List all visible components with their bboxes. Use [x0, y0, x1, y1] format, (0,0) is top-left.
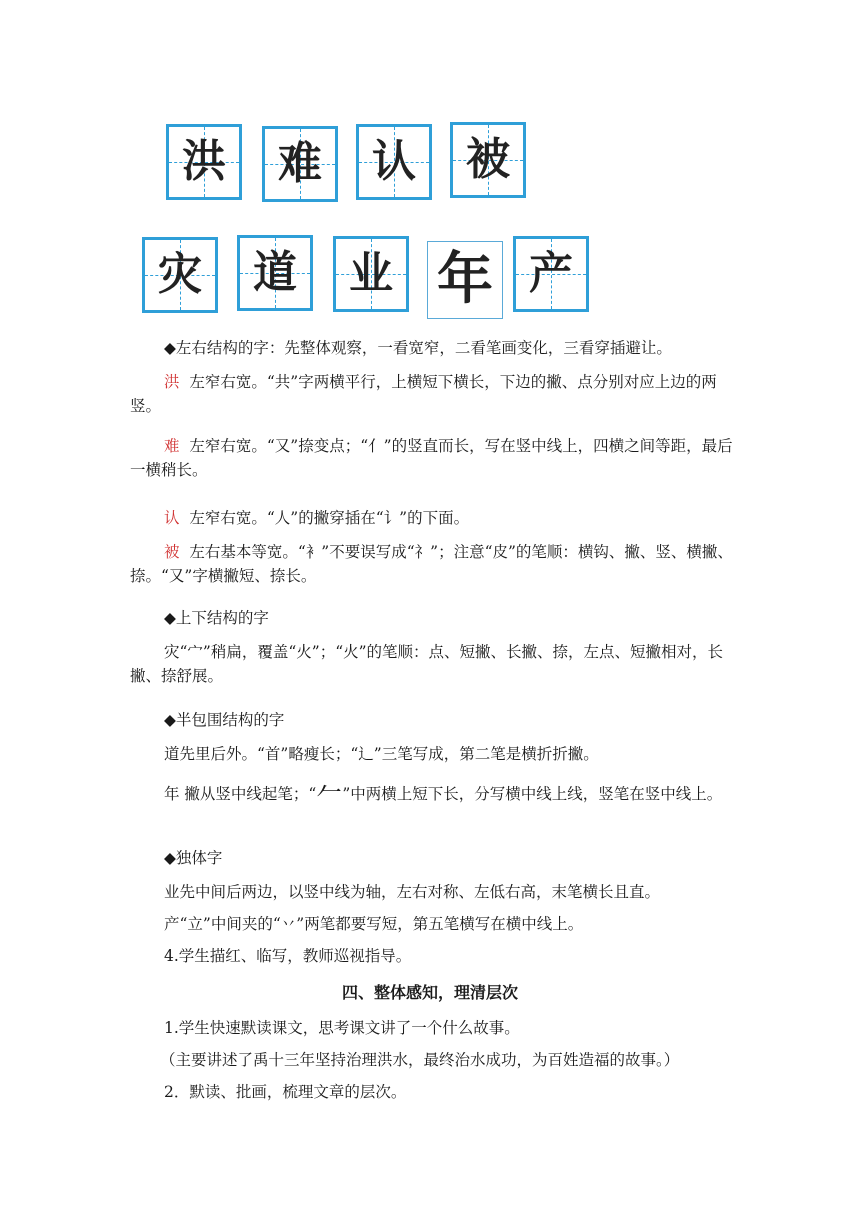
char: 被	[466, 134, 510, 185]
char: 业	[349, 248, 393, 299]
note-nan	[130, 434, 740, 482]
char-cell	[356, 124, 432, 200]
char: 年	[437, 247, 493, 312]
char-cell	[513, 236, 589, 312]
section-top-bottom: ◆上下结构的字	[164, 609, 269, 627]
note-dao: 道先里后外。“首”略瘦长；“辶”三笔写成，第二笔是横折折撇。	[164, 745, 599, 763]
note-chan: 产“立”中间夹的“丷”两笔都要写短，第五笔横写在横中线上。	[164, 915, 584, 933]
radical-glyph: 𠂉	[316, 779, 343, 809]
char-cell	[333, 236, 409, 312]
char: 洪	[182, 136, 226, 187]
note-ye: 业先中间后两边，以竖中线为轴，左右对称、左低右高，末笔横长且直。	[164, 883, 661, 901]
char: 认	[372, 136, 416, 187]
section-heading: 四、整体感知，理清层次	[341, 983, 518, 1002]
char: 难	[278, 138, 322, 189]
note-text: 左窄右宽。“共”字两横平行，上横短下横长，下边的撇、点分别对应上边的两竖。	[130, 373, 717, 415]
key-char: 难	[164, 437, 180, 455]
note-text: 左窄右宽。“又”捺变点；“亻”的竖直而长，写在竖中线上，四横之间等距，最后一横稍长。	[130, 437, 733, 479]
char-cell	[450, 122, 526, 198]
key-char: 洪	[164, 373, 180, 391]
section-left-right: ◆左右结构的字：先整体观察，一看宽窄，二看笔画变化，三看穿插避让。	[164, 339, 672, 357]
char-cell	[262, 126, 338, 202]
note-bei	[130, 540, 740, 588]
note-text: 左右基本等宽。“衤”不要误写成“礻”；注意“皮”的笔顺：横钩、撇、竖、横撇、捺。“又”字横撇短、捺长。	[130, 543, 733, 585]
char-cell	[142, 237, 218, 313]
char: 产	[529, 248, 573, 299]
note-text-b: ”中两横上短下长，分写横中线上线，竖笔在竖中线上。	[342, 785, 723, 803]
char: 灾	[158, 249, 202, 300]
step-2: 2．默读、批画，梳理文章的层次。	[164, 1083, 407, 1101]
step-4: 4.学生描红、临写，教师巡视指导。	[164, 947, 412, 965]
note-nian	[130, 779, 740, 809]
step-1: 1.学生快速默读课文，思考课文讲了一个什么故事。	[164, 1019, 520, 1037]
char-cell	[166, 124, 242, 200]
char-cell	[427, 241, 503, 319]
key-char: 认	[164, 509, 180, 527]
section-half-enclosed: ◆半包围结构的字	[164, 711, 285, 729]
note-zai: 灾“宀”稍扁，覆盖“火”；“火”的笔顺：点、短撇、长撇、捺，左点、短撇相对，长撇、捺舒展。	[130, 643, 724, 685]
note-text-a: 年 撇从竖中线起笔；“	[164, 785, 317, 803]
section-single: ◆独体字	[164, 849, 223, 867]
note-text: 左窄右宽。“人”的撇穿插在“讠”的下面。	[189, 509, 470, 527]
answer-1: （主要讲述了禹十三年坚持治理洪水，最终治水成功，为百姓造福的故事。）	[160, 1051, 680, 1069]
note-hong	[130, 370, 740, 418]
note-ren	[130, 506, 740, 530]
key-char: 被	[164, 543, 180, 561]
char-cell	[237, 235, 313, 311]
char: 道	[253, 247, 297, 298]
